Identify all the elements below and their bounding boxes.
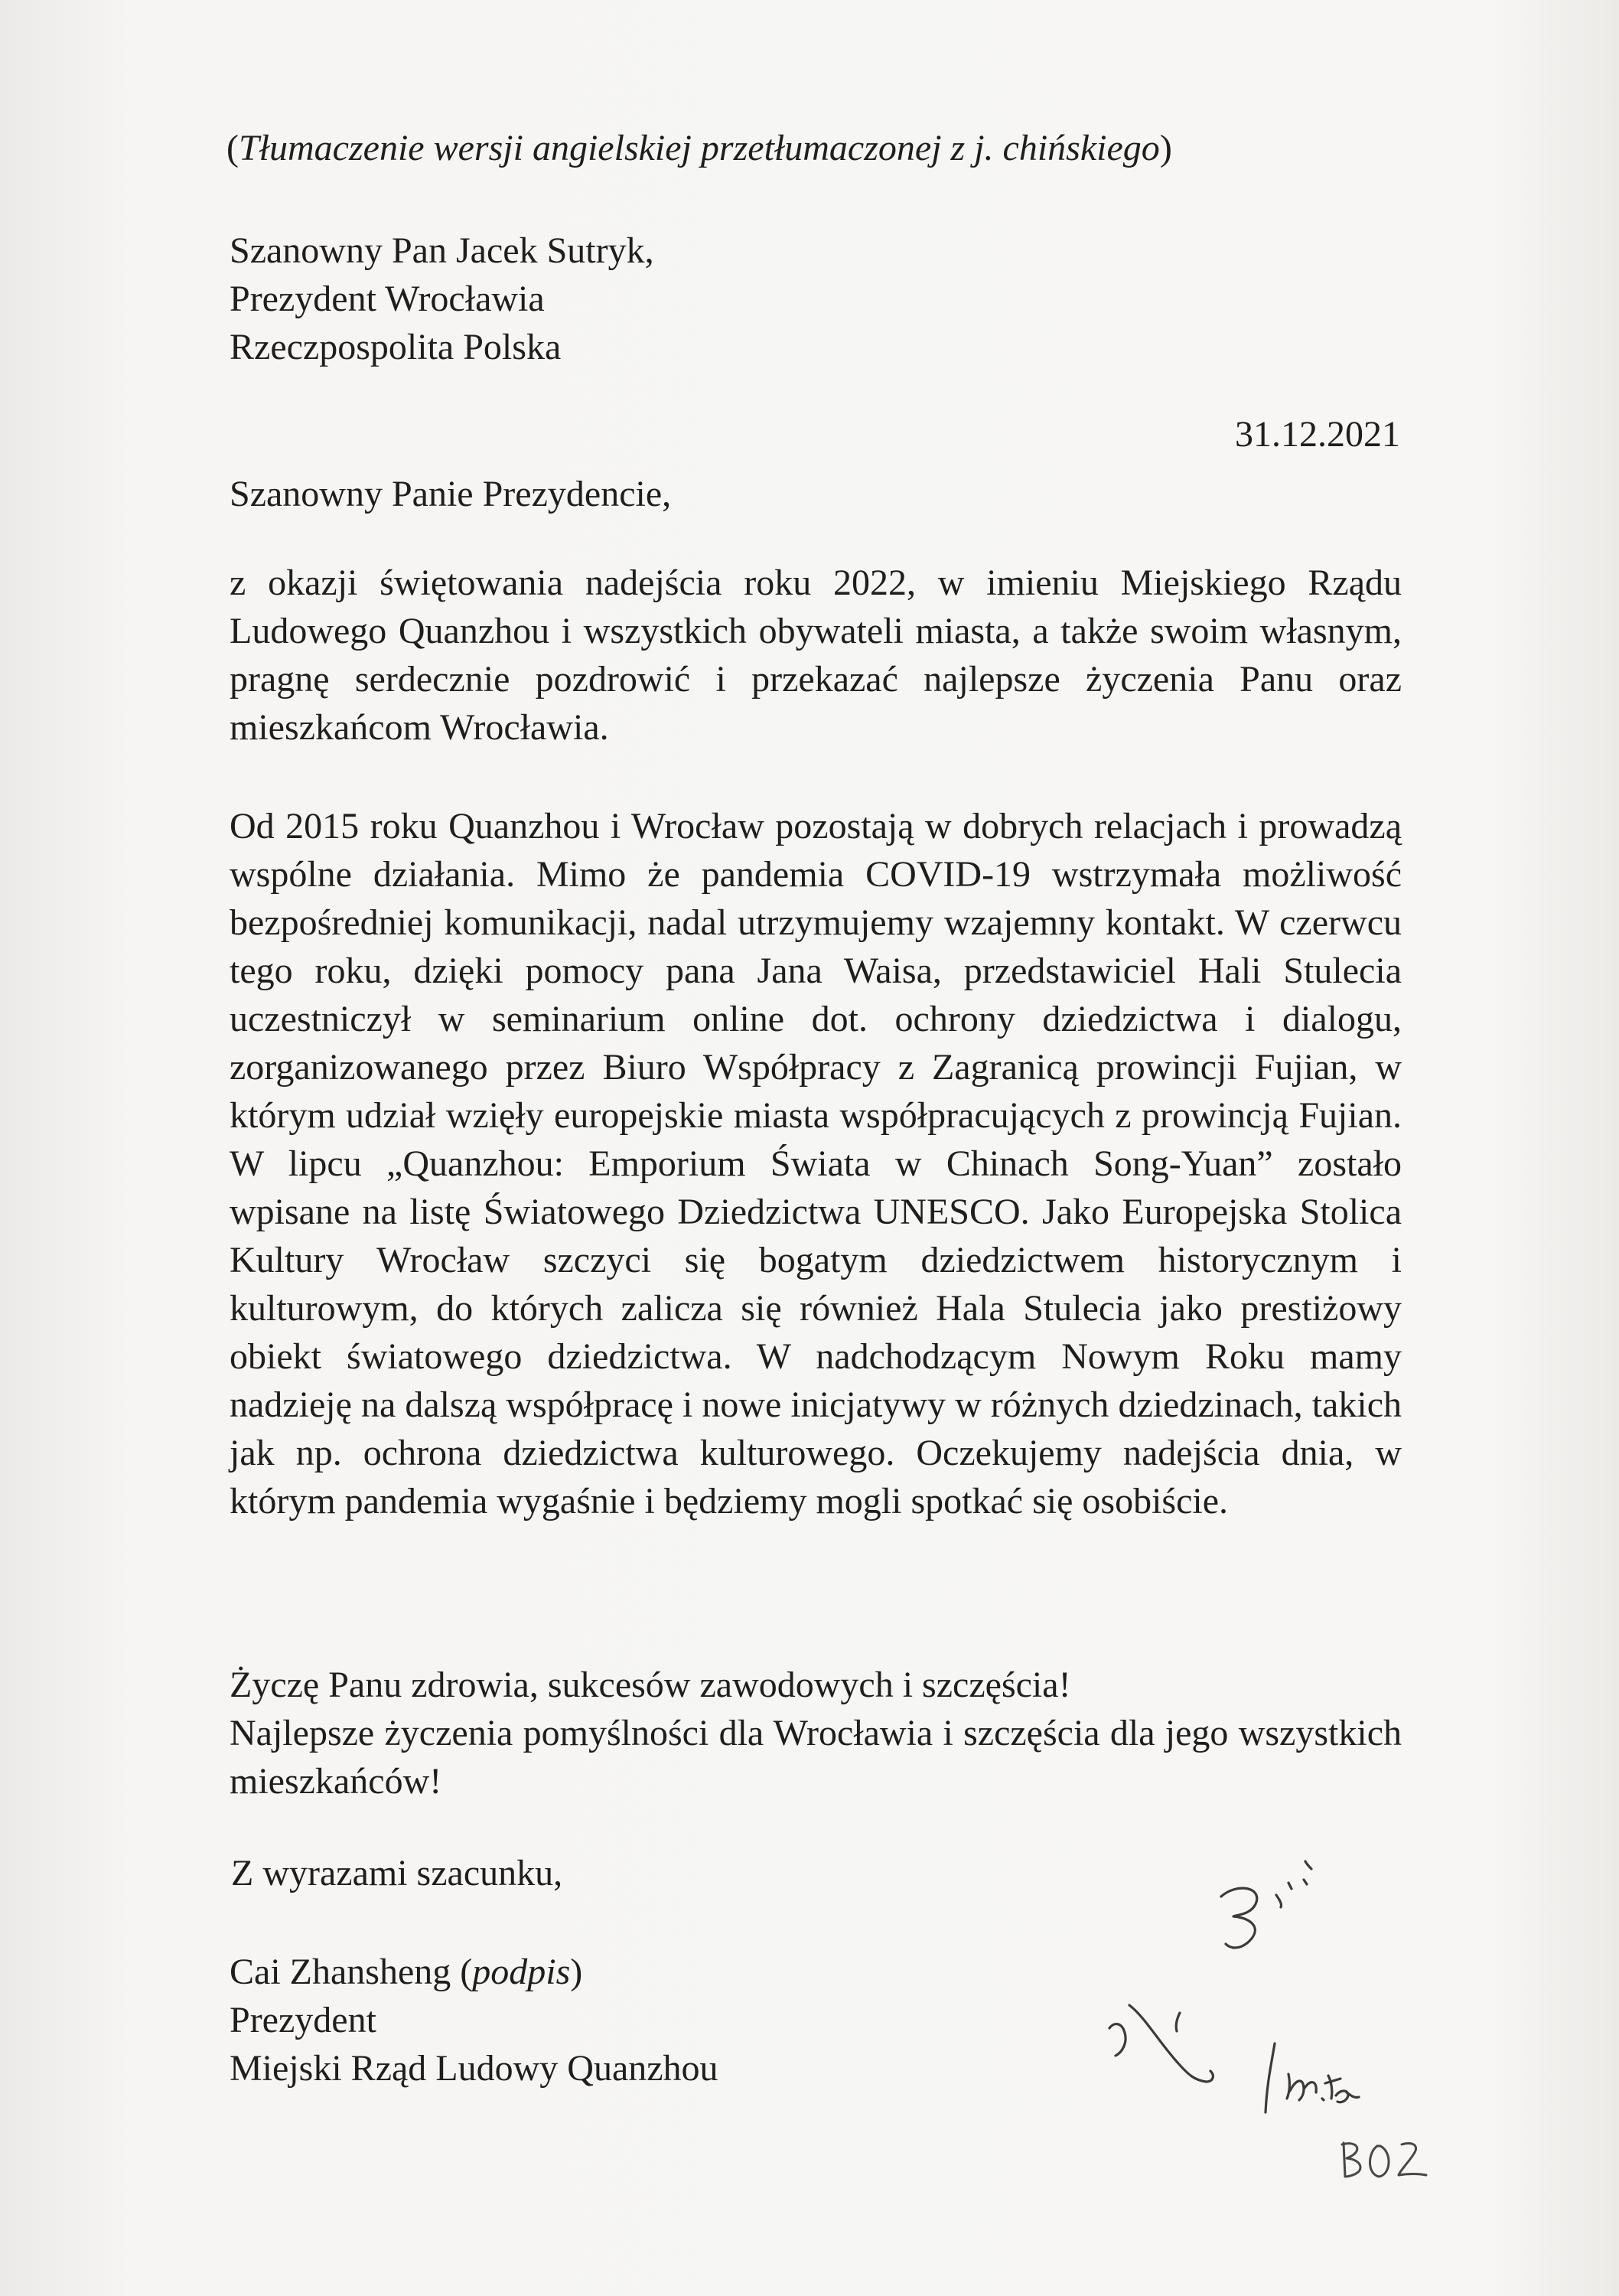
- body-paragraph-1: z okazji świętowania nadejścia roku 2022, w imieniu Miejskiego Rządu Ludowego Quanzhou i wszystkich obywateli miasta, a także swoim własnym, pragnę serdecznie pozdrowić i przekazać najlepsze życzenia Panu oraz mieszkańcom Wrocławia.: [230, 563, 1402, 748]
- translation-note-open-paren: (: [226, 128, 239, 168]
- annotation-initials: [1342, 2143, 1426, 2177]
- handwritten-signature: [1099, 1852, 1481, 2189]
- wishes-block: [230, 1661, 1402, 1805]
- closing-phrase: Z wyrazami szacunku,: [231, 1853, 563, 1893]
- translation-note-close-paren: ): [1159, 128, 1172, 168]
- sender-name: Cai Zhansheng: [230, 1952, 451, 1992]
- signature-note-close: ): [570, 1952, 583, 1992]
- recipient-block: [230, 227, 1402, 371]
- salutation: Szanowny Panie Prezydencie,: [230, 474, 672, 514]
- recipient-country: Rzeczpospolita Polska: [230, 327, 562, 367]
- recipient-title: Prezydent Wrocławia: [230, 279, 545, 319]
- wishes-line-2: Najlepsze życzenia pomyślności dla Wrocławia i szczęścia dla jego wszystkich mieszkańców!: [230, 1713, 1402, 1802]
- signature-note-open: (: [451, 1952, 473, 1992]
- translation-note: [226, 127, 1172, 169]
- body-paragraph-2: Od 2015 roku Quanzhou i Wrocław pozostają w dobrych relacjach i prowadzą wspólne działania. Mimo że pandemia COVID-19 wstrzymała możliwość bezpośredniej komunikacji, nadal utrzymujemy wzajemny kontakt. W czerwcu tego roku, dzięki pomocy pana Jana Waisa, przedstawiciel Hali Stulecia uczestniczył w seminarium online dot. ochrony dziedzictwa i dialogu, zorganizowanego przez Biuro Współpracy z Zagranicą prowincji Fujian, w którym udział wzięły europejskie miasta współpracujących z prowincją Fujian. W lipcu „Quanzhou: Emporium Świata w Chinach Song-Yuan” zostało wpisane na listę Światowego Dziedzictwa UNESCO. Jako Europejska Stolica Kultury Wrocław szczyci się bogatym dziedzictwem historycznym i kulturowym, do których zalicza się również Hala Stulecia jako prestiżowy obiekt światowego dziedzictwa. W nadchodzącym Nowym Roku mamy nadzieję na dalszą współpracę i nowe inicjatywy w różnych dziedzinach, takich jak np. ochrona dziedzictwa kulturowego. Oczekujemy nadejścia dnia, w którym pandemia wygaśnie i będziemy mogli spotkać się osobiście.: [230, 806, 1402, 1521]
- sender-organization: Miejski Rząd Ludowy Quanzhou: [230, 2048, 718, 2089]
- letter-date: 31.12.2021: [1235, 414, 1400, 455]
- sender-title: Prezydent: [230, 2000, 376, 2040]
- signature-note: podpis: [472, 1952, 571, 1992]
- wishes-line-1: Życzę Panu zdrowia, sukcesów zawodowych i szczęścia!: [230, 1665, 1071, 1705]
- recipient-name: Szanowny Pan Jacek Sutryk,: [230, 230, 654, 271]
- translation-note-text: Tłumaczenie wersji angielskiej przetłumaczonej z j. chińskiego: [238, 128, 1160, 168]
